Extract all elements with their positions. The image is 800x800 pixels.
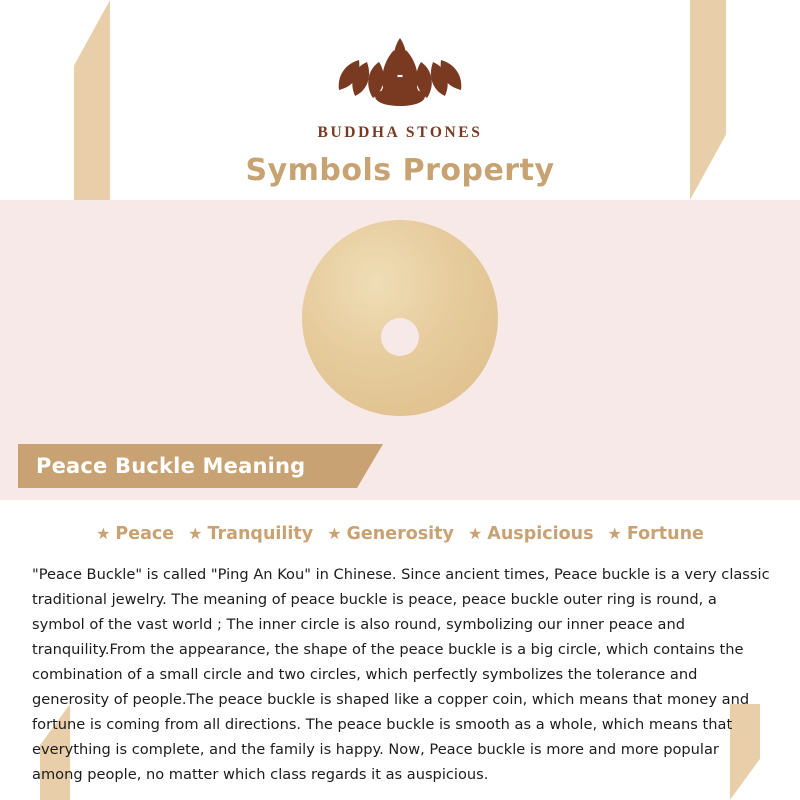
star-icon: ★ — [467, 524, 483, 543]
page-title — [160, 146, 640, 194]
section-banner-label: Peace Buckle Meaning — [36, 454, 306, 478]
keyword-label: Auspicious — [487, 524, 594, 544]
peace-buckle-disc-hole — [381, 318, 419, 356]
keyword-label: Generosity — [346, 524, 454, 544]
description-text: "Peace Buckle" is called "Ping An Kou" in Chinese. Since ancient times, Peace buckle is a very classic traditional jewelry. The meaning of peace buckle is peace, peace buckle outer ring is round, a symbol of the vast world ; The inner circle is also round, symbolizing our inner peace and tranquility.From the appearance, the shape of the peace buckle is a big circle, which contains the combination of a small circle and two circles, which perfectly symbolizes the tolerance and generosity of people.The peace buckle is shaped like a copper coin, which means that money and fortune is coming from all directions. The peace buckle is smooth as a whole, which means that everything is complete, and the family is happy. Now, Peace buckle is more and more popular among people, no matter which class regards it as auspicious. — [32, 566, 770, 783]
keyword-item — [188, 524, 313, 544]
star-icon: ★ — [96, 524, 111, 543]
keyword-item — [608, 524, 704, 544]
star-icon: ★ — [607, 524, 622, 543]
keyword-item — [96, 524, 174, 544]
lotus-meditation-icon — [315, 18, 485, 118]
keyword-label: Peace — [115, 524, 175, 544]
star-icon: ★ — [188, 524, 203, 543]
keyword-label: Fortune — [626, 524, 704, 544]
keyword-list — [0, 524, 800, 544]
keyword-label: Tranquility — [207, 524, 314, 544]
section-banner — [18, 444, 357, 488]
brand-name: BUDDHA STONES — [317, 124, 483, 141]
page-title-text: Symbols Property — [245, 152, 555, 188]
brand-logo — [0, 18, 800, 142]
keyword-item — [468, 524, 594, 544]
keyword-item — [327, 524, 454, 544]
star-icon: ★ — [327, 524, 342, 543]
